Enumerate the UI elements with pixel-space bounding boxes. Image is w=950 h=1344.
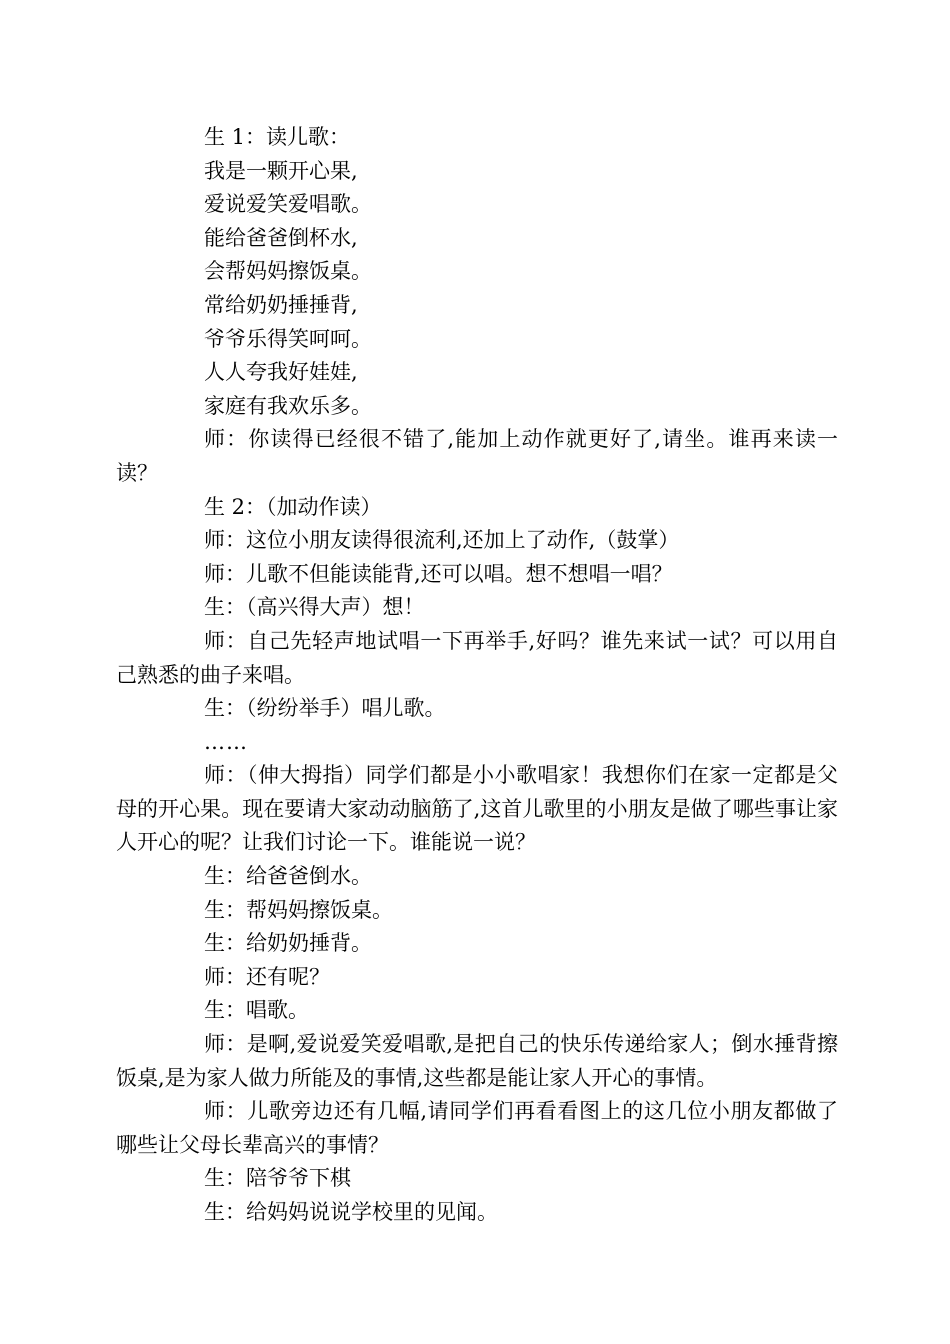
poem-line-5: 常给奶奶捶捶背, — [204, 292, 358, 317]
teacher-paragraph: 师：还有呢？ — [204, 964, 330, 989]
teacher-paragraph: 师：儿歌不但能读能背,还可以唱。想不想唱一唱？ — [204, 561, 673, 586]
poem-line-1: 我是一颗开心果, — [204, 158, 358, 183]
student-paragraph: 生：陪爷爷下棋 — [204, 1166, 351, 1191]
student-paragraph: 生：帮妈妈擦饭桌。 — [204, 897, 393, 922]
teacher-paragraph: 师：是啊,爱说爱笑爱唱歌,是把自己的快乐传递给家人；倒水捶背擦饭桌,是为家人做力所能及的事情,这些都是能让家人开心的事情。 — [116, 1032, 838, 1090]
teacher-paragraph: 师：（伸大拇指）同学们都是小小歌唱家！我想你们在家一定都是父母的开心果。现在要请大家动动脑筋了,这首儿歌里的小朋友是做了哪些事让家人开心的呢？让我们讨论一下。谁能说一说？ — [116, 763, 838, 855]
student2-paragraph: 生 2：（加动作读） — [204, 494, 382, 519]
teacher-paragraph: 师：儿歌旁边还有几幅,请同学们再看看图上的这几位小朋友都做了哪些让父母长辈高兴的事情？ — [116, 1099, 838, 1157]
teacher-paragraph: 师：自己先轻声地试唱一下再举手,好吗？谁先来试一试？可以用自己熟悉的曲子来唱。 — [116, 628, 838, 687]
student1-read-paragraph: 生 1：读儿歌： — [204, 125, 351, 149]
student-paragraph: 生：（高兴得大声）想！ — [204, 595, 425, 620]
student-paragraph: 生：唱歌。 — [204, 998, 309, 1023]
ellipsis-line: …… — [204, 729, 248, 754]
student-paragraph: 生：（纷纷举手）唱儿歌。 — [204, 696, 446, 721]
teacher-paragraph: 师：你读得已经很不错了,能加上动作就更好了,请坐。谁再来读一读？ — [116, 427, 838, 485]
poem-line-3: 能给爸爸倒杯水, — [204, 225, 358, 250]
student-paragraph: 生：给奶奶捶背。 — [204, 931, 372, 956]
teacher-paragraph: 师：这位小朋友读得很流利,还加上了动作,（鼓掌） — [204, 528, 680, 553]
poem-line-4: 会帮妈妈擦饭桌。 — [204, 259, 372, 284]
document-body — [116, 121, 838, 1230]
poem-line-6: 爷爷乐得笑呵呵。 — [204, 326, 372, 351]
poem-line-7: 人人夸我好娃娃, — [204, 360, 358, 385]
student-paragraph: 生：给爸爸倒水。 — [204, 864, 372, 889]
student-paragraph: 生：给妈妈说说学校里的见闻。 — [204, 1200, 498, 1224]
poem-line-8: 家庭有我欢乐多。 — [204, 393, 372, 418]
poem-line-2: 爱说爱笑爱唱歌。 — [204, 192, 372, 217]
